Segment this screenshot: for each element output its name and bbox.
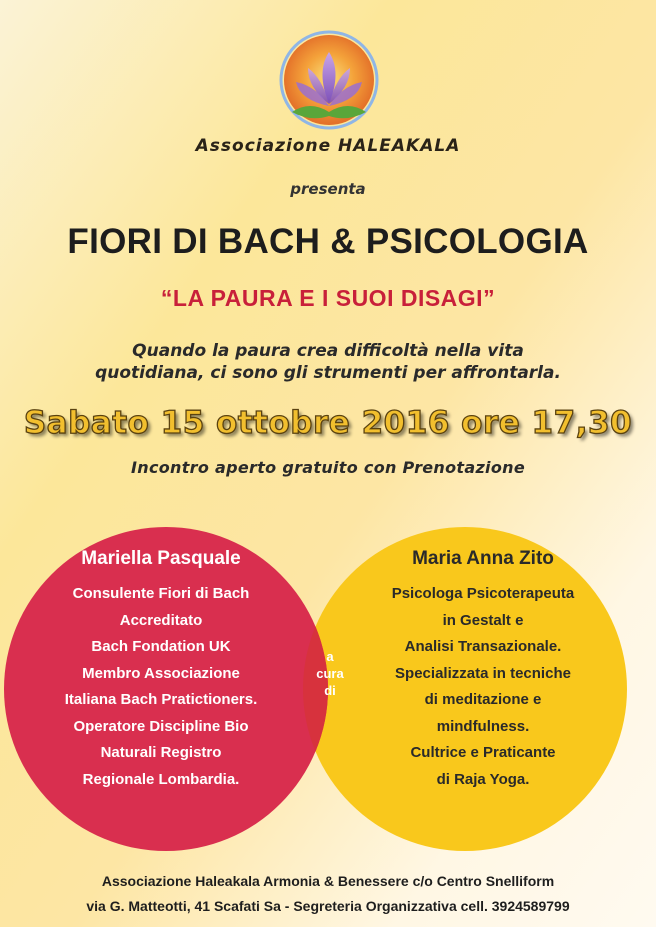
access-info: Incontro aperto gratuito con Prenotazione	[131, 458, 525, 477]
speaker-left-line: Italiana Bach Pratictioners.	[64, 691, 258, 708]
speaker-right-line: Analisi Transazionale.	[404, 638, 562, 655]
intro-line: Quando la paura crea difficoltà nella vita	[132, 341, 524, 361]
intro-text	[0, 340, 656, 384]
a-cura-di-label: a cura di	[316, 649, 344, 698]
speaker-right-line: Specializzata in tecniche	[395, 664, 571, 682]
speaker-right-line: di Raja Yoga.	[436, 770, 530, 788]
speaker-right-line: mindfulness.	[436, 717, 530, 735]
lotus-sun-logo-icon	[278, 30, 380, 132]
speaker-left-line: Membro Associazione	[82, 664, 240, 682]
event-title: FIORI DI BACH & PSICOLOGIA	[67, 222, 589, 261]
speaker-right-line: in Gestalt e	[442, 611, 524, 629]
footer-contact-line: via G. Matteotti, 41 Scafati Sa - Segreteria Organizzativa cell. 3924589799	[86, 898, 570, 914]
intro-line: quotidiana, ci sono gli strumenti per affrontarla.	[95, 363, 561, 383]
footer-address-line: Associazione Haleakala Armonia & Benessere c/o Centro Snelliform	[101, 873, 555, 889]
speaker-right-name: Maria Anna Zito	[412, 548, 554, 569]
speaker-left	[36, 548, 286, 793]
speaker-left-line: Accreditato	[119, 611, 203, 629]
speaker-left-line: Regionale Lombardia.	[82, 770, 240, 788]
speaker-left-line: Naturali Registro	[100, 744, 222, 761]
speaker-right-line: di meditazione e	[424, 691, 542, 708]
speaker-left-line: Operatore Discipline Bio	[73, 717, 249, 735]
association-name: Associazione HALEAKALA	[195, 136, 461, 156]
speaker-left-line: Bach Fondation UK	[91, 638, 231, 655]
speaker-left-name: Mariella Pasquale	[81, 548, 241, 569]
speaker-right-line: Cultrice e Praticante	[410, 744, 556, 761]
speaker-right-line: Psicologa Psicoterapeuta	[391, 585, 575, 602]
event-date: Sabato 15 ottobre 2016 ore 17,30	[23, 405, 633, 441]
speaker-left-line: Consulente Fiori di Bach	[72, 585, 250, 602]
event-subtitle: “LA PAURA E I SUOI DISAGI”	[160, 285, 496, 311]
speaker-right	[368, 548, 598, 793]
presenta-label: presenta	[290, 180, 366, 198]
